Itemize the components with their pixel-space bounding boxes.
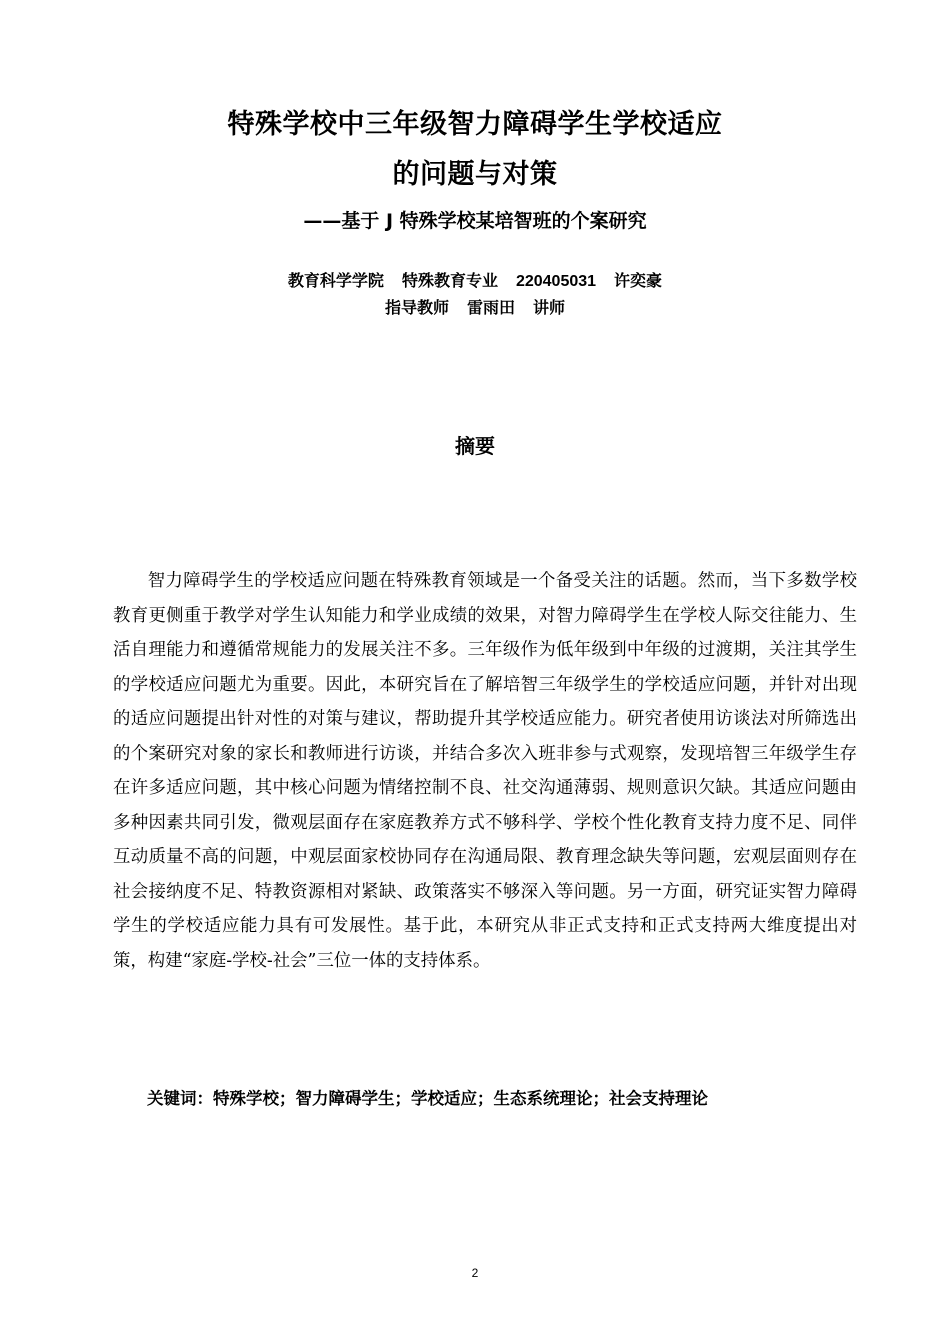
author-major: 特殊教育专业 (401, 271, 498, 290)
author-college: 教育科学学院 (287, 271, 384, 290)
advisor-title: 讲师 (533, 298, 566, 317)
advisor-info (0, 295, 950, 318)
advisor-name: 雷雨田 (466, 298, 515, 317)
abstract-body: 智力障碍学生的学校适应问题在特殊教育领域是一个备受关注的话题。然而，当下多数学校教育更侧重于教学对学生认知能力和学业成绩的效果，对智力障碍学生在学校人际交往能力、生活自理能力和遵循常规能力的发展关注不多。三年级作为低年级到中年级的过渡期，关注其学生的学校适应问题尤为重要。因此，本研究旨在了解培智三年级学生的学校适应问题，并针对出现的适应问题提出针对性的对策与建议，帮助提升其学校适应能力。研究者使用访谈法对所筛选出的个案研究对象的家长和教师进行访谈，并结合多次入班非参与式观察，发现培智三年级学生存在许多适应问题，其中核心问题为情绪控制不良、社交沟通薄弱、规则意识欠缺。其适应问题由多种因素共同引发，微观层面存在家庭教养方式不够科学、学校个性化教育支持力度不足、同伴互动质量不高的问题，中观层面家校协同存在沟通局限、教育理念缺失等问题，宏观层面则存在社会接纳度不足、特教资源相对紧缺、政策落实不够深入等问题。另一方面，研究证实智力障碍学生的学校适应能力具有可发展性。基于此，本研究从非正式支持和正式支持两大维度提出对策，构建“家庭-学校-社会”三位一体的支持体系。 (113, 571, 857, 971)
advisor-label: 指导教师 (384, 298, 449, 317)
page-number: 2 (471, 1266, 479, 1280)
paper-subtitle: ——基于 J 特殊学校某培智班的个案研究 (303, 210, 647, 232)
paper-title-line-1: 特殊学校中三年级智力障碍学生学校适应 (227, 109, 723, 140)
author-info (0, 268, 950, 291)
keywords: 关键词：特殊学校；智力障碍学生；学校适应；生态系统理论；社会支持理论 (147, 1089, 708, 1108)
author-student-id: 220405031 (515, 273, 597, 290)
author-name: 许奕豪 (614, 271, 663, 290)
abstract-heading: 摘要 (455, 434, 495, 458)
paper-title-line-2: 的问题与对策 (392, 159, 558, 190)
